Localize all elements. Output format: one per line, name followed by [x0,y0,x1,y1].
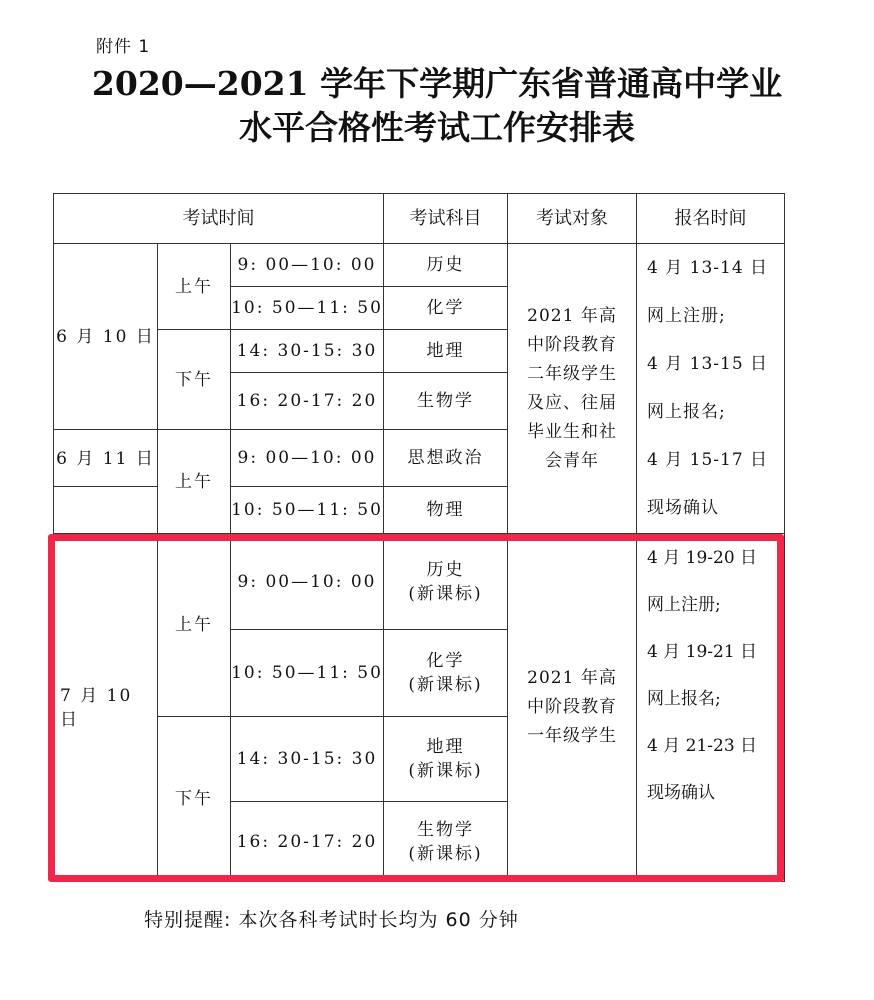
target-line: 2021 年高 [527,668,617,688]
target-line: 一年级学生 [527,726,618,746]
target-cell [508,244,637,534]
header-exam-time: 考试时间 [54,194,384,244]
time-cell: 9: 00—10: 00 [231,430,384,487]
time-cell: 16: 20-17: 20 [231,802,384,882]
target-line: 会青年 [545,450,600,471]
header-registration: 报名时间 [637,194,785,244]
registration-line: 现场确认 [647,498,720,518]
registration-cell [637,534,785,882]
time-cell: 10: 50—11: 50 [231,630,384,717]
target-line: 及应、往届 [527,392,618,413]
subject-name: 历史 [426,559,465,580]
new-curriculum-tag: (新课标) [408,583,483,604]
session-cell: 上午 [158,244,231,330]
registration-line: 4 月 15-17 日 [647,450,769,470]
session-cell: 下午 [158,717,231,882]
subject-cell: 生物学 [384,373,508,430]
registration-line: 4 月 19-20 日 [647,547,758,568]
header-row [54,194,785,244]
registration-line: 网上注册; [647,594,721,615]
new-curriculum-tag: (新课标) [408,843,483,864]
subject-cell: 地理 [384,330,508,373]
registration-line: 4 月 13-15 日 [647,354,769,374]
registration-line: 4 月 19-21 日 [647,641,758,662]
header-subject: 考试科目 [384,194,508,244]
subject-cell [384,630,508,717]
subject-cell: 历史 [384,244,508,287]
empty-date-cell [54,487,158,534]
header-target: 考试对象 [508,194,637,244]
target-cell [508,534,637,882]
subject-cell: 物理 [384,487,508,534]
target-line: 中阶段教育 [527,697,618,717]
time-cell: 10: 50—11: 50 [231,487,384,534]
exam-schedule-table [53,193,785,882]
subject-cell [384,534,508,630]
date-cell: 6 月 10 日 [54,244,158,430]
target-line: 中阶段教育 [527,334,618,355]
special-reminder: 特别提醒: 本次各科考试时长均为 60 分钟 [144,909,519,931]
session-cell: 上午 [158,430,231,534]
time-cell: 16: 20-17: 20 [231,373,384,430]
registration-line: 4 月 21-23 日 [647,735,758,756]
document-title-line1: 2020—2021 学年下学期广东省普通高中学业 [91,64,783,103]
subject-name: 地理 [426,737,465,757]
subject-cell: 思想政治 [384,430,508,487]
target-line: 2021 年高 [527,305,617,326]
session-cell: 下午 [158,330,231,430]
registration-line: 现场确认 [647,782,716,803]
session-cell: 上午 [158,534,231,717]
registration-line: 网上注册; [647,306,726,326]
subject-cell [384,802,508,882]
subject-name: 生物学 [417,819,475,840]
target-line: 毕业生和社 [527,421,618,442]
time-cell: 9: 00—10: 00 [231,244,384,287]
date-cell: 7 月 10 日 [54,534,158,882]
registration-line: 4 月 13-14 日 [647,258,769,278]
table-row [54,534,785,630]
time-cell: 9: 00—10: 00 [231,534,384,630]
registration-line: 网上报名; [647,688,721,709]
new-curriculum-tag: (新课标) [408,675,483,695]
new-curriculum-tag: (新课标) [408,761,483,781]
target-line: 二年级学生 [527,363,618,384]
attachment-label: 附件 1 [96,37,151,57]
time-cell: 14: 30-15: 30 [231,330,384,373]
document-title-line2: 水平合格性考试工作安排表 [239,108,635,147]
table-row [54,244,785,287]
time-cell: 14: 30-15: 30 [231,717,384,802]
subject-cell [384,717,508,802]
registration-cell [637,244,785,534]
date-cell: 6 月 11 日 [54,430,158,487]
subject-cell: 化学 [384,287,508,330]
registration-line: 网上报名; [647,402,726,422]
subject-name: 化学 [426,651,465,671]
time-cell: 10: 50—11: 50 [231,287,384,330]
